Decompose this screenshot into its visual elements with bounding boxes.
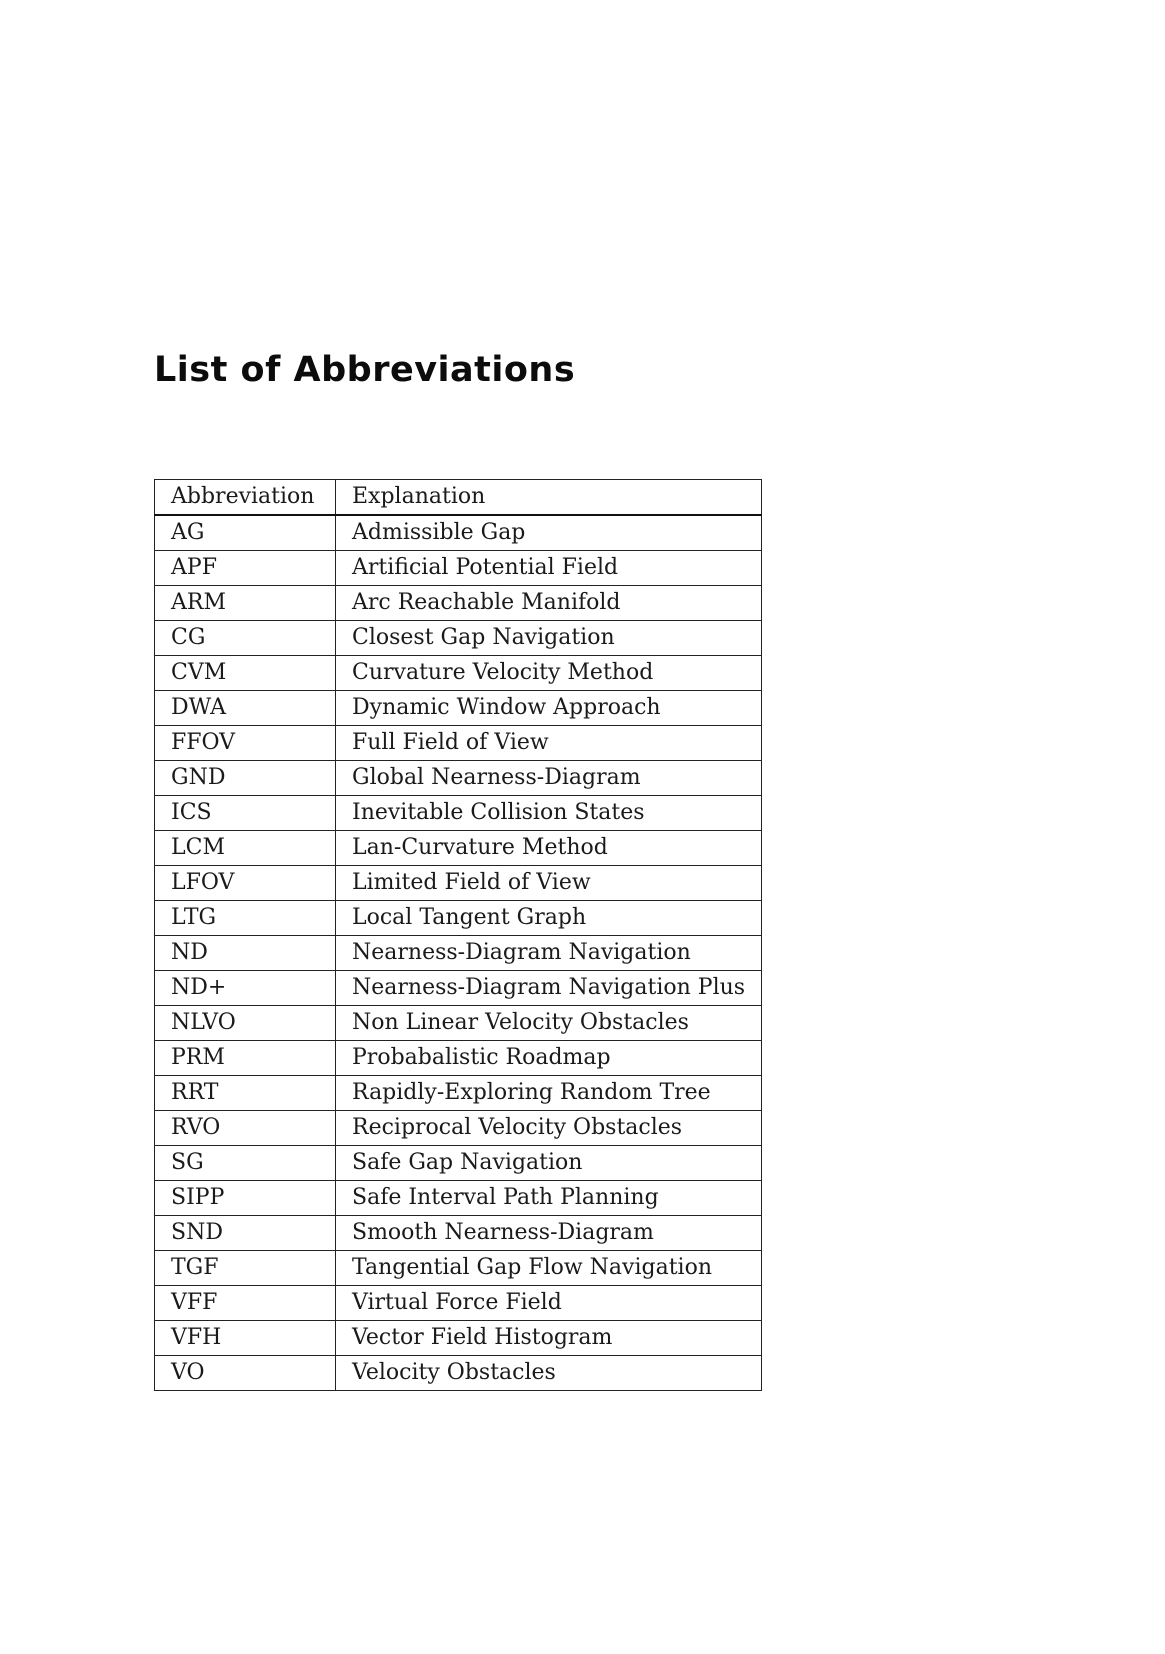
explanation-cell: Smooth Nearness-Diagram bbox=[336, 1216, 762, 1251]
abbreviation-cell: VFH bbox=[155, 1321, 336, 1356]
explanation-cell: Virtual Force Field bbox=[336, 1286, 762, 1321]
abbreviation-cell: GND bbox=[155, 761, 336, 796]
abbreviation-cell: VFF bbox=[155, 1286, 336, 1321]
explanation-cell: Admissible Gap bbox=[336, 515, 762, 551]
explanation-cell: Local Tangent Graph bbox=[336, 901, 762, 936]
table-row bbox=[155, 1146, 762, 1181]
explanation-cell: Artificial Potential Field bbox=[336, 551, 762, 586]
explanation-cell: Velocity Obstacles bbox=[336, 1356, 762, 1391]
table-row bbox=[155, 621, 762, 656]
abbreviation-cell: RVO bbox=[155, 1111, 336, 1146]
abbreviation-cell: NLVO bbox=[155, 1006, 336, 1041]
explanation-cell: Limited Field of View bbox=[336, 866, 762, 901]
table-row bbox=[155, 1286, 762, 1321]
table-row bbox=[155, 1356, 762, 1391]
abbreviations-table bbox=[154, 479, 762, 1391]
table-body bbox=[155, 515, 762, 1391]
table-row bbox=[155, 936, 762, 971]
explanation-cell: Probabalistic Roadmap bbox=[336, 1041, 762, 1076]
table-row bbox=[155, 1111, 762, 1146]
abbreviation-cell: LTG bbox=[155, 901, 336, 936]
table-header-row bbox=[155, 480, 762, 516]
abbreviation-cell: ND bbox=[155, 936, 336, 971]
table-row bbox=[155, 1076, 762, 1111]
page-title: List of Abbreviations bbox=[154, 350, 576, 390]
abbreviation-cell: APF bbox=[155, 551, 336, 586]
explanation-cell: Arc Reachable Manifold bbox=[336, 586, 762, 621]
abbreviation-cell: PRM bbox=[155, 1041, 336, 1076]
explanation-cell: Lan-Curvature Method bbox=[336, 831, 762, 866]
table-row bbox=[155, 586, 762, 621]
explanation-cell: Tangential Gap Flow Navigation bbox=[336, 1251, 762, 1286]
explanation-cell: Dynamic Window Approach bbox=[336, 691, 762, 726]
table-row bbox=[155, 1251, 762, 1286]
abbreviation-cell: DWA bbox=[155, 691, 336, 726]
explanation-cell: Curvature Velocity Method bbox=[336, 656, 762, 691]
header-explanation: Explanation bbox=[336, 480, 762, 516]
explanation-cell: Vector Field Histogram bbox=[336, 1321, 762, 1356]
table-row bbox=[155, 1006, 762, 1041]
table-row bbox=[155, 1181, 762, 1216]
table-row bbox=[155, 761, 762, 796]
abbreviation-cell: AG bbox=[155, 515, 336, 551]
abbreviation-cell: VO bbox=[155, 1356, 336, 1391]
table-row bbox=[155, 726, 762, 761]
table-row bbox=[155, 691, 762, 726]
explanation-cell: Closest Gap Navigation bbox=[336, 621, 762, 656]
abbreviation-cell: FFOV bbox=[155, 726, 336, 761]
abbreviation-cell: CVM bbox=[155, 656, 336, 691]
abbreviation-cell: SND bbox=[155, 1216, 336, 1251]
explanation-cell: Full Field of View bbox=[336, 726, 762, 761]
explanation-cell: Safe Interval Path Planning bbox=[336, 1181, 762, 1216]
explanation-cell: Global Nearness-Diagram bbox=[336, 761, 762, 796]
abbreviation-cell: CG bbox=[155, 621, 336, 656]
table-row bbox=[155, 796, 762, 831]
abbreviation-cell: SG bbox=[155, 1146, 336, 1181]
explanation-cell: Safe Gap Navigation bbox=[336, 1146, 762, 1181]
abbreviation-cell: RRT bbox=[155, 1076, 336, 1111]
abbreviation-cell: ICS bbox=[155, 796, 336, 831]
abbreviation-cell: ND+ bbox=[155, 971, 336, 1006]
table-row bbox=[155, 551, 762, 586]
table-row bbox=[155, 1216, 762, 1251]
table-row bbox=[155, 866, 762, 901]
table-row bbox=[155, 1041, 762, 1076]
abbreviation-cell: LFOV bbox=[155, 866, 336, 901]
explanation-cell: Non Linear Velocity Obstacles bbox=[336, 1006, 762, 1041]
header-abbreviation: Abbreviation bbox=[155, 480, 336, 516]
explanation-cell: Reciprocal Velocity Obstacles bbox=[336, 1111, 762, 1146]
table-row bbox=[155, 971, 762, 1006]
abbreviation-cell: SIPP bbox=[155, 1181, 336, 1216]
explanation-cell: Inevitable Collision States bbox=[336, 796, 762, 831]
explanation-cell: Nearness-Diagram Navigation bbox=[336, 936, 762, 971]
abbreviation-cell: TGF bbox=[155, 1251, 336, 1286]
table-row bbox=[155, 515, 762, 551]
explanation-cell: Rapidly-Exploring Random Tree bbox=[336, 1076, 762, 1111]
explanation-cell: Nearness-Diagram Navigation Plus bbox=[336, 971, 762, 1006]
abbreviation-cell: LCM bbox=[155, 831, 336, 866]
table-row bbox=[155, 831, 762, 866]
table-row bbox=[155, 901, 762, 936]
table-row bbox=[155, 656, 762, 691]
table-row bbox=[155, 1321, 762, 1356]
abbreviation-cell: ARM bbox=[155, 586, 336, 621]
